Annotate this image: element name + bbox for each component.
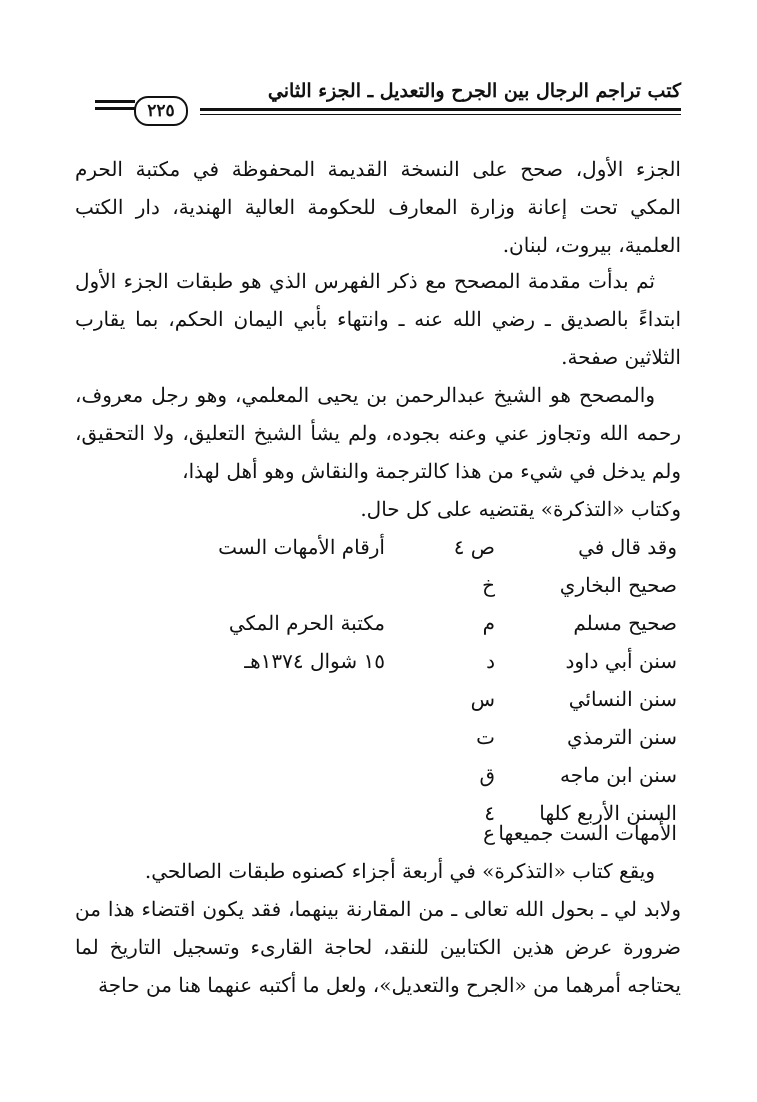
header-rule-thin	[200, 114, 681, 115]
running-header: كتب تراجم الرجال بين الجرح والتعديل ـ الجزء الثاني	[267, 80, 681, 102]
table-row-book: سنن الترمذي	[567, 725, 677, 749]
table-row-code: ت	[476, 725, 495, 749]
paragraph-tadhkira: وكتاب «التذكرة» يقتضيه على كل حال.	[360, 497, 681, 521]
table-row-code: ص ٤	[453, 535, 495, 559]
page-number-ornament	[95, 100, 135, 114]
table-row-note: أرقام الأمهات الست	[218, 535, 385, 559]
paragraph-edition: الجزء الأول، صحح على النسخة القديمة المحفوظة في مكتبة الحرم المكي تحت إعانة وزارة المعارف للحكومة العالية الهندية، دار الكتب العلمية، بيروت، لبنان.	[75, 157, 681, 257]
paragraph-comparison: ولابد لي ـ بحول الله تعالى ـ من المقارنة بينهما، فقد يكون اقتضاء هذا من ضرورة عرض هذين الكتابين للنقد، لحاجة القارىء وتسجيل التاريخ لما يحتاجه أمرهما من «الجرح والتعديل»، ولعل ما أكتبه عنهما هنا من حاجة	[75, 897, 681, 997]
table-row-code: م	[482, 611, 495, 635]
paragraph-editor: والمصحح هو الشيخ عبدالرحمن بن يحيى المعلمي، وهو رجل معروف، رحمه الله وتجاوز عني وعنه بجوده، ولم يشأ الشيخ التعليق، ولا التحقيق، ولم يدخل في شيء من هذا كالترجمة والنقاش وهو أهل لهذا،	[75, 383, 681, 483]
table-row-book: وقد قال في	[578, 535, 677, 559]
table-row-code: ق	[479, 763, 495, 787]
table-row-book: الأمهات الست جميعها	[498, 821, 677, 845]
header-rule	[200, 108, 681, 111]
table-row-code: س	[470, 687, 495, 711]
page-number: ٢٢٥	[134, 96, 188, 126]
table-row-note: مكتبة الحرم المكي	[228, 611, 385, 635]
table-row-book: سنن ابن ماجه	[560, 763, 677, 787]
table-row-note: ١٥ شوال ١٣٧٤هـ	[244, 649, 385, 673]
table-row-code: خ	[482, 573, 495, 597]
table-row-book: صحيح البخاري	[559, 573, 677, 597]
paragraph-introduction: ثم بدأت مقدمة المصحح مع ذكر الفهرس الذي هو طبقات الجزء الأول ابتداءً بالصديق ـ رضي الله عنه ـ وانتهاء بأبي اليمان الحكم، بما يقارب الثلاثين صفحة.	[75, 269, 681, 369]
table-row-book: صحيح مسلم	[573, 611, 677, 635]
table-row-code: ع	[483, 821, 495, 845]
table-row-book: سنن أبي داود	[565, 649, 677, 673]
table-row-code: د	[486, 649, 495, 673]
table-row-code: ٤	[484, 801, 495, 825]
table-row-book: سنن النسائي	[568, 687, 677, 711]
paragraph-volumes: ويقع كتاب «التذكرة» في أربعة أجزاء كصنوه طبقات الصالحي.	[144, 859, 655, 883]
table-row-book: السنن الأربع كلها	[539, 801, 677, 825]
